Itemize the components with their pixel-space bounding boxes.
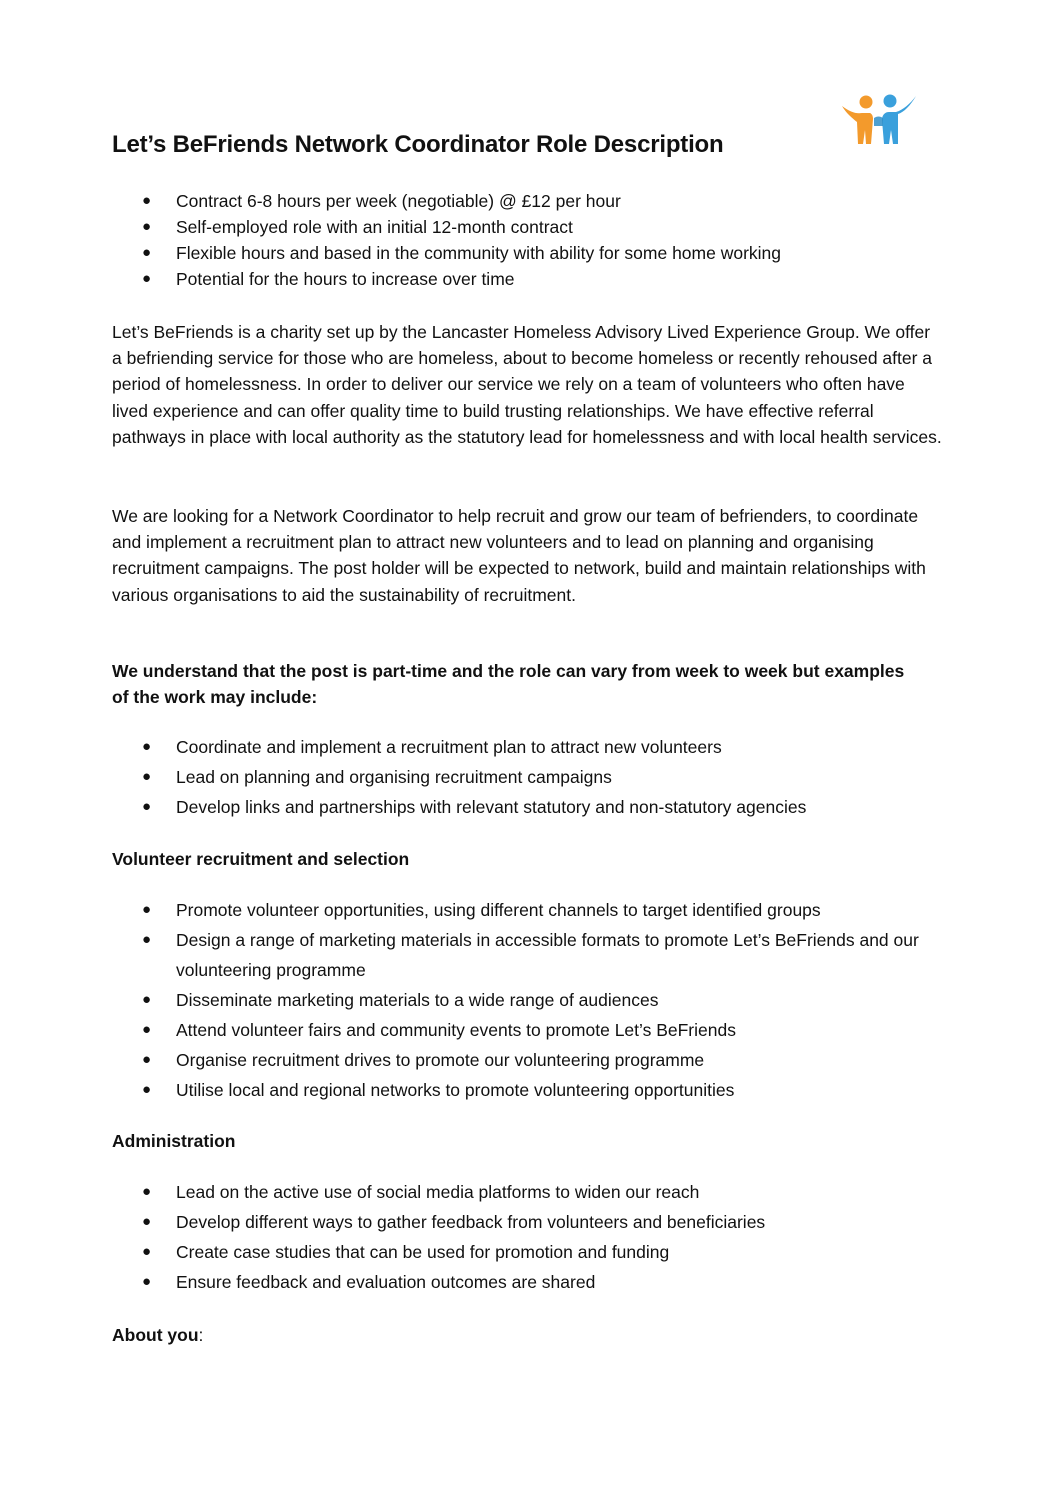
bullet-icon: ● — [142, 192, 152, 209]
recruitment-heading: Volunteer recruitment and selection — [112, 849, 410, 869]
list-item: ● Develop links and partnerships with relevant statutory and non-statutory agencies — [140, 792, 940, 822]
bullet-icon: ● — [142, 901, 152, 918]
recruitment-list — [140, 895, 940, 1105]
administration-list — [140, 1177, 940, 1297]
about-you-label: About you — [112, 1325, 199, 1345]
list-item: ● Self-employed role with an initial 12-month contract — [140, 214, 940, 240]
list-item: ● Lead on the active use of social media platforms to widen our reach — [140, 1177, 940, 1207]
role-paragraph: We are looking for a Network Coordinator to help recruit and grow our team of befrienders, to coordinate and implement a recruitment plan to attract new volunteers and to lead on planning and organising recruitment campaigns. The post holder will be expected to network, build and maintain relationships with various organisations to aid the sustainability of recruitment. — [112, 506, 926, 605]
about-you-colon: : — [198, 1325, 204, 1345]
bullet-icon: ● — [142, 218, 152, 235]
administration-heading: Administration — [112, 1131, 236, 1151]
bullet-icon: ● — [142, 1021, 152, 1038]
bullet-icon: ● — [142, 1081, 152, 1098]
bullet-icon: ● — [142, 1183, 152, 1200]
list-item: ● Utilise local and regional networks to promote volunteering opportunities — [140, 1075, 940, 1105]
about-you-heading — [112, 1322, 203, 1348]
list-item: ● Develop different ways to gather feedback from volunteers and beneficiaries — [140, 1207, 940, 1237]
work-list — [140, 732, 940, 822]
bullet-icon: ● — [142, 1213, 152, 1230]
bullet-icon: ● — [142, 991, 152, 1008]
bullet-icon: ● — [142, 931, 152, 948]
list-item: ● Promote volunteer opportunities, using different channels to target identified groups — [140, 895, 940, 925]
list-item: ● Disseminate marketing materials to a wide range of audiences — [140, 985, 940, 1015]
list-item: ● Contract 6-8 hours per week (negotiable) @ £12 per hour — [140, 188, 940, 214]
list-item: ● Lead on planning and organising recruitment campaigns — [140, 762, 940, 792]
two-people-logo-icon — [840, 92, 918, 148]
terms-list — [140, 188, 940, 292]
bullet-icon: ● — [142, 768, 152, 785]
bullet-icon: ● — [142, 1273, 152, 1290]
list-item: ● Attend volunteer fairs and community events to promote Let’s BeFriends — [140, 1015, 940, 1045]
list-item: ● Organise recruitment drives to promote our volunteering programme — [140, 1045, 940, 1075]
bullet-icon: ● — [142, 270, 152, 287]
bullet-icon: ● — [142, 1051, 152, 1068]
list-item: ● Coordinate and implement a recruitment plan to attract new volunteers — [140, 732, 940, 762]
bullet-icon: ● — [142, 244, 152, 261]
bullet-icon: ● — [142, 738, 152, 755]
work-intro: We understand that the post is part-time and the role can vary from week to week but examples of the work may include: — [112, 661, 905, 708]
page-title: Let’s BeFriends Network Coordinator Role Description — [112, 131, 724, 158]
bullet-icon: ● — [142, 798, 152, 815]
intro-paragraph: Let’s BeFriends is a charity set up by the Lancaster Homeless Advisory Lived Experience Group. We offer a befriending service for those who are homeless, about to become homeless or recently rehoused after a period of homelessness. In order to deliver our service we rely on a team of volunteers who often have lived experience and can offer quality time to build trusting relationships. We have effective referral pathways in place with local authority as the statutory lead for homelessness and with local health services. — [112, 322, 942, 447]
list-item: ● Potential for the hours to increase over time — [140, 266, 940, 292]
list-item: ● Create case studies that can be used for promotion and funding — [140, 1237, 940, 1267]
list-item: ● Design a range of marketing materials in accessible formats to promote Let’s BeFriends and our volunteering programme — [140, 925, 940, 985]
list-item: ● Flexible hours and based in the community with ability for some home working — [140, 240, 940, 266]
list-item: ● Ensure feedback and evaluation outcomes are shared — [140, 1267, 940, 1297]
bullet-icon: ● — [142, 1243, 152, 1260]
